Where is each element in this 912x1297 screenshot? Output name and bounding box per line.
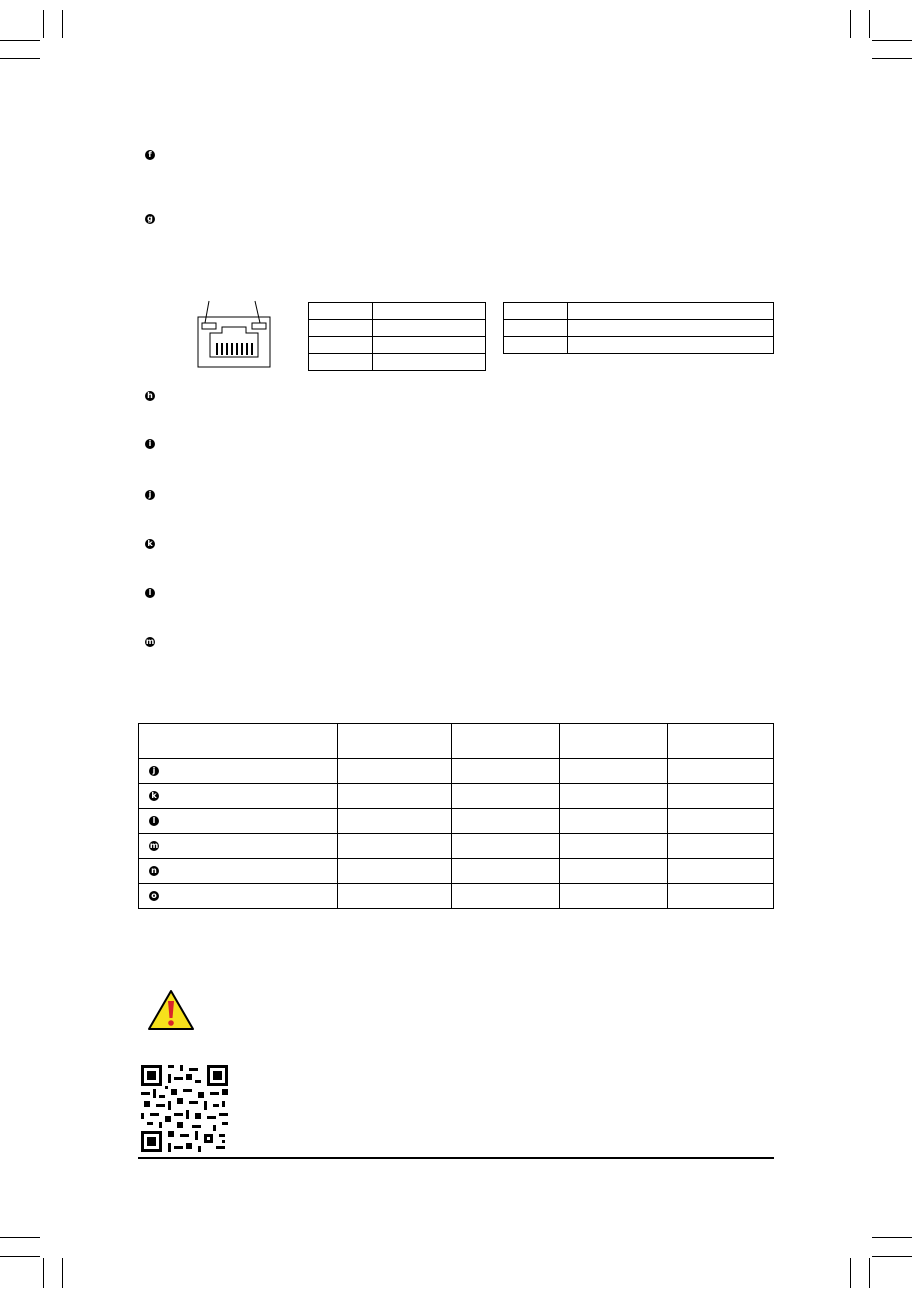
- row-marker-j: j: [149, 766, 159, 776]
- table-row: [139, 834, 774, 859]
- bullet-l: l: [145, 588, 155, 598]
- row-marker-n: n: [149, 866, 159, 876]
- table-header-row: [139, 724, 774, 759]
- table-row: [504, 303, 774, 320]
- lan-port-diagram: [190, 295, 285, 375]
- row-marker-m: m: [149, 840, 159, 850]
- table-row: [504, 337, 774, 354]
- bullet-m: m: [145, 637, 155, 646]
- table-row: [309, 337, 486, 354]
- table-row: [139, 784, 774, 809]
- table-row: [139, 859, 774, 884]
- warning-icon: [146, 988, 196, 1032]
- row-marker-k: k: [149, 791, 159, 801]
- bottom-rule: [138, 1157, 774, 1159]
- bullet-j: j: [145, 490, 155, 500]
- bullet-h: h: [145, 391, 155, 401]
- row-marker-l: l: [149, 816, 159, 826]
- bullet-k: k: [145, 539, 155, 549]
- bullet-g: g: [145, 214, 155, 224]
- table-row: [309, 354, 486, 371]
- lan-led-table-right: [503, 302, 774, 354]
- bullet-i: i: [145, 439, 155, 449]
- table-row: [139, 809, 774, 834]
- table-row: [139, 884, 774, 909]
- qr-code-icon: [138, 1062, 231, 1155]
- row-marker-o: o: [149, 891, 159, 901]
- table-row: [139, 759, 774, 784]
- audio-config-table: [138, 723, 774, 909]
- table-row: [309, 320, 486, 337]
- lan-led-table-left: [308, 302, 486, 371]
- table-row: [309, 303, 486, 320]
- table-row: [504, 320, 774, 337]
- bullet-f: f: [145, 150, 155, 160]
